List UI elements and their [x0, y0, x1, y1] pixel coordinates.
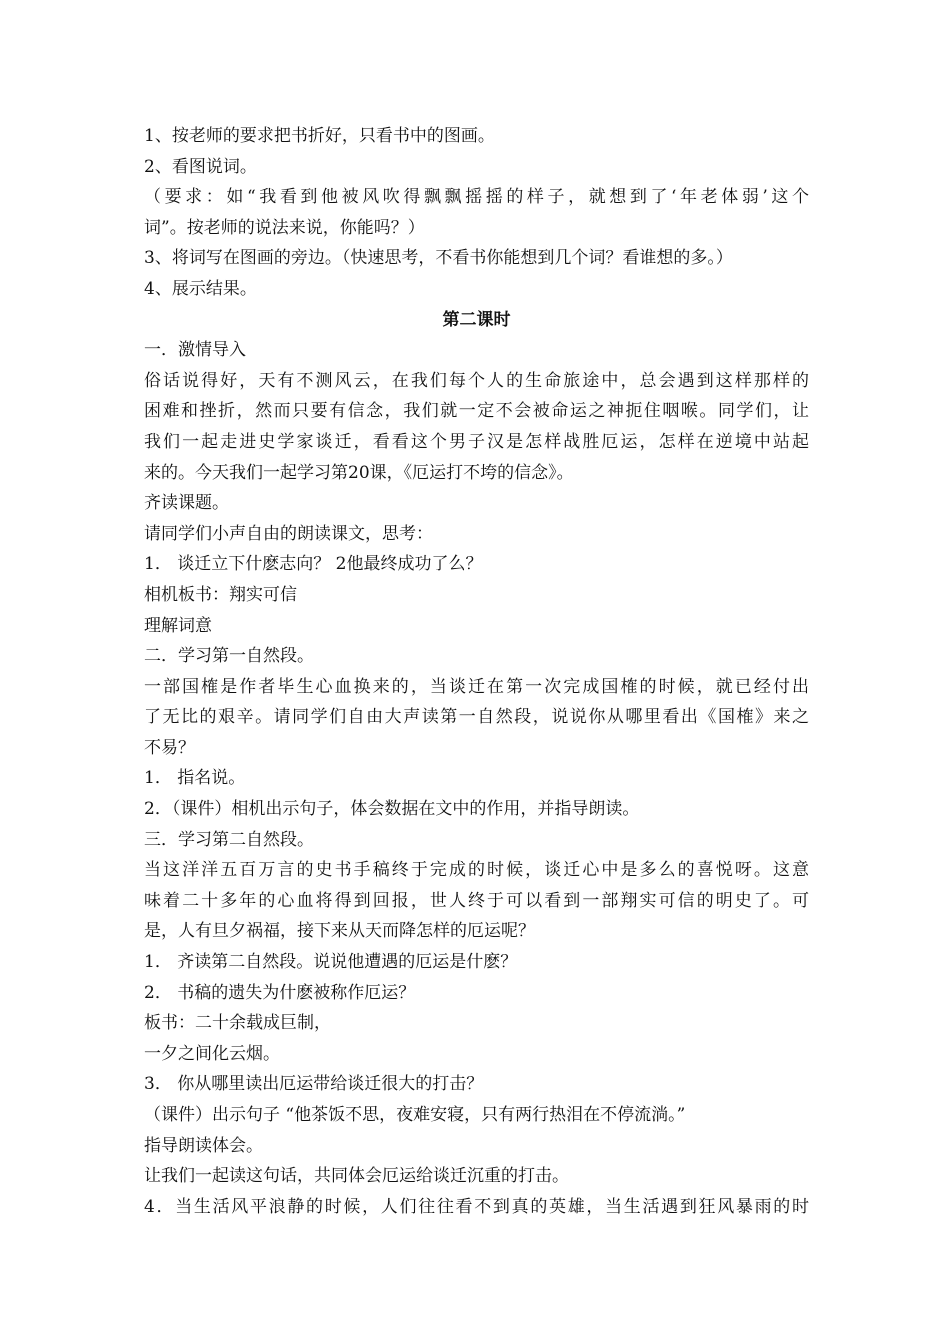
- text-line: 相机板书：翔实可信: [144, 584, 297, 605]
- text-line: 4、展示结果。: [144, 278, 257, 299]
- text-line: 味着二十多年的心血将得到回报，世人终于可以看到一部翔实可信的明史了。可: [144, 890, 809, 911]
- text-line: 一．激情导入: [144, 340, 246, 361]
- text-line: 我们一起走进史学家谈迁，看看这个男子汉是怎样战胜厄运，怎样在逆境中站起: [144, 431, 809, 452]
- text-line: 让我们一起读这句话，共同体会厄运给谈迁沉重的打击。: [144, 1166, 569, 1187]
- text-line: 一部国榷是作者毕生心血换来的，当谈迁在第一次完成国榷的时候，就已经付出: [144, 676, 809, 697]
- text-line: 二．学习第一自然段。: [144, 646, 314, 667]
- text-line: （课件）出示句子 “他茶饭不思，夜难安寝，只有两行热泪在不停流淌。”: [144, 1105, 686, 1125]
- text-line: 齐读课题。: [144, 493, 229, 514]
- text-line: 请同学们小声自由的朗读课文，思考：: [144, 523, 433, 544]
- text-line: 1． 谈迁立下什麽志向？ 2他最终成功了么？: [144, 554, 483, 575]
- text-line: 困难和挫折，然而只要有信念，我们就一定不会被命运之神扼住咽喉。同学们，让: [144, 401, 809, 422]
- text-line: 俗话说得好，天有不测风云，在我们每个人的生命旅途中，总会遇到这样那样的: [144, 370, 809, 391]
- text-line: 1． 齐读第二自然段。说说他遭遇的厄运是什麽？: [144, 952, 518, 973]
- text-line: 三．学习第二自然段。: [144, 829, 314, 850]
- text-line: 3、将词写在图画的旁边。（快速思考，不看书你能想到几个词？看谁想的多。）: [144, 248, 733, 269]
- document-body: [144, 121, 809, 1222]
- text-line: 不易？: [144, 737, 195, 758]
- text-line: 1． 指名说。: [144, 768, 246, 789]
- text-line: 2、看图说词。: [144, 156, 257, 177]
- text-line: 是，人有旦夕祸福，接下来从天而降怎样的厄运呢？: [144, 921, 535, 942]
- text-line: 词”。按老师的说法来说，你能吗？）: [144, 217, 425, 238]
- text-line: 当这洋洋五百万言的史书手稿终于完成的时候，谈迁心中是多么的喜悦呀。这意: [144, 860, 809, 881]
- text-line: 1、按老师的要求把书折好，只看书中的图画。: [144, 126, 495, 146]
- text-line: 来的。今天我们一起学习第20课，《厄运打不垮的信念》。: [144, 462, 574, 483]
- text-line: 指导朗读体会。: [144, 1135, 263, 1156]
- text-line: 2． 书稿的遗失为什麽被称作厄运？: [144, 982, 416, 1003]
- text-line: 了无比的艰辛。请同学们自由大声读第一自然段，说说你从哪里看出《国榷》来之: [144, 707, 809, 728]
- text-line: 4．当生活风平浪静的时候，人们往往看不到真的英雄，当生活遇到狂风暴雨的时: [144, 1196, 809, 1217]
- text-line: 一夕之间化云烟。: [144, 1043, 280, 1064]
- text-line: 板书：二十余载成巨制，: [144, 1013, 331, 1034]
- text-line: 理解词意: [144, 615, 212, 636]
- section-heading: 第二课时: [442, 309, 511, 330]
- text-line: （要求：如“我看到他被风吹得飘飘摇摇的样子，就想到了‘年老体弱’这个: [144, 187, 809, 208]
- text-line: 3． 你从哪里读出厄运带给谈迁很大的打击？: [144, 1074, 484, 1095]
- text-line: 2．（课件）相机出示句子，体会数据在文中的作用，并指导朗读。: [144, 799, 640, 820]
